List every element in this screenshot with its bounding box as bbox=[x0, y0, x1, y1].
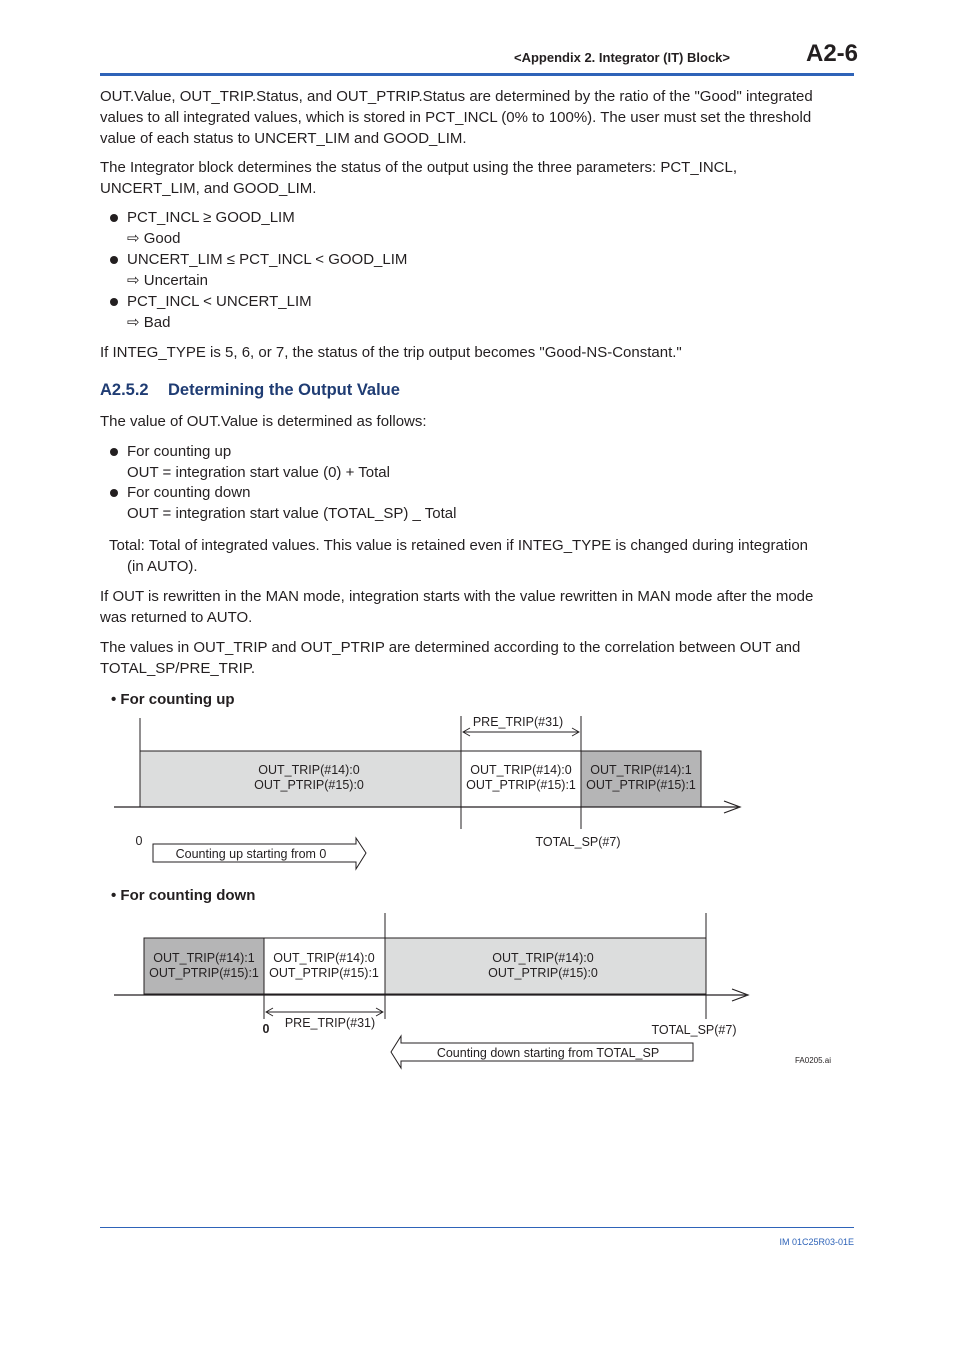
page-number: A2-6 bbox=[806, 40, 859, 67]
region-text: OUT_PTRIP(#15):0 bbox=[488, 966, 598, 980]
text-line: If OUT is rewritten in the MAN mode, integration starts with the value rewritten in MAN mode after the mode bbox=[100, 588, 814, 605]
figure-id: FA0205.ai bbox=[794, 1056, 831, 1065]
rule-condition: PCT_INCL < UNCERT_LIM bbox=[127, 293, 312, 310]
text-line: OUT.Value, OUT_TRIP.Status, and OUT_PTRIP.Status are determined by the ratio of the "Good" integrated bbox=[100, 88, 813, 105]
rule-condition: UNCERT_LIM ≤ PCT_INCL < GOOD_LIM bbox=[127, 251, 408, 268]
rule-formula: OUT = integration start value (0) + Total bbox=[127, 464, 390, 481]
right-arrow-icon: ⇨ bbox=[127, 230, 140, 247]
region-text: OUT_PTRIP(#15):1 bbox=[466, 778, 576, 792]
counting-up-diagram bbox=[114, 715, 740, 869]
rule-result: ⇨ Good bbox=[127, 230, 181, 247]
pre-trip-label: PRE_TRIP(#31) bbox=[472, 715, 564, 729]
zero-label: 0 bbox=[135, 834, 143, 848]
region-text: OUT_TRIP(#14):0 bbox=[258, 763, 360, 777]
text-line: values to all integrated values, which is stored in PCT_INCL (0% to 100%). The user must set the threshold bbox=[100, 109, 812, 126]
running-header-title: <Appendix 2. Integrator (IT) Block> bbox=[514, 50, 730, 65]
rule-condition: PCT_INCL ≥ GOOD_LIM bbox=[127, 209, 295, 226]
region-text: OUT_PTRIP(#15):1 bbox=[269, 966, 379, 980]
rule-result: ⇨ Bad bbox=[127, 314, 171, 331]
section-number: A2.5.2 bbox=[100, 381, 149, 399]
text-line: was returned to AUTO. bbox=[100, 609, 253, 626]
text-line: value of each status to UNCERT_LIM and GOOD_LIM. bbox=[100, 130, 467, 147]
counting-down-direction: Counting down starting from TOTAL_SP bbox=[436, 1046, 660, 1060]
rule-result: ⇨ Uncertain bbox=[127, 272, 208, 289]
text-line: Total: Total of integrated values. This value is retained even if INTEG_TYPE is changed during integration bbox=[109, 537, 809, 554]
total-sp-label: TOTAL_SP(#7) bbox=[535, 835, 621, 849]
text-line: The values in OUT_TRIP and OUT_PTRIP are determined according to the correlation between OUT and bbox=[100, 639, 801, 656]
total-sp-label: TOTAL_SP(#7) bbox=[651, 1023, 737, 1037]
rule-label: For counting down bbox=[127, 484, 251, 501]
counting-down-diagram bbox=[114, 913, 748, 1068]
text-line: The Integrator block determines the status of the output using the three parameters: PCT_INCL, bbox=[100, 159, 738, 176]
counting-down-title: • For counting down bbox=[111, 887, 256, 904]
integ-type-paragraph: If INTEG_TYPE is 5, 6, or 7, the status of the trip output becomes "Good-NS-Constant." bbox=[100, 344, 682, 361]
footer-rule bbox=[100, 1227, 854, 1228]
section-title: Determining the Output Value bbox=[168, 381, 400, 399]
region-text: OUT_TRIP(#14):0 bbox=[492, 951, 594, 965]
rule-formula: OUT = integration start value (TOTAL_SP) _ Total bbox=[127, 505, 457, 522]
region-text: OUT_PTRIP(#15):1 bbox=[586, 778, 696, 792]
region-text: OUT_TRIP(#14):0 bbox=[470, 763, 572, 777]
zero-label: 0 bbox=[262, 1022, 270, 1036]
region-text: OUT_TRIP(#14):0 bbox=[273, 951, 375, 965]
region-text: OUT_TRIP(#14):1 bbox=[153, 951, 255, 965]
counting-up-direction: Counting up starting from 0 bbox=[175, 847, 327, 861]
counting-up-title: • For counting up bbox=[111, 691, 235, 708]
pre-trip-label: PRE_TRIP(#31) bbox=[284, 1016, 376, 1030]
rule-label: For counting up bbox=[127, 443, 232, 460]
text-line: (in AUTO). bbox=[127, 558, 198, 575]
document-id: IM 01C25R03-01E bbox=[779, 1237, 854, 1247]
text-line: TOTAL_SP/PRE_TRIP. bbox=[100, 660, 256, 677]
output-intro-paragraph: The value of OUT.Value is determined as follows: bbox=[100, 413, 427, 430]
right-arrow-icon: ⇨ bbox=[127, 314, 140, 331]
text-line: UNCERT_LIM, and GOOD_LIM. bbox=[100, 180, 317, 197]
region-text: OUT_TRIP(#14):1 bbox=[590, 763, 692, 777]
region-text: OUT_PTRIP(#15):0 bbox=[254, 778, 364, 792]
region-text: OUT_PTRIP(#15):1 bbox=[149, 966, 259, 980]
right-arrow-icon: ⇨ bbox=[127, 272, 140, 289]
